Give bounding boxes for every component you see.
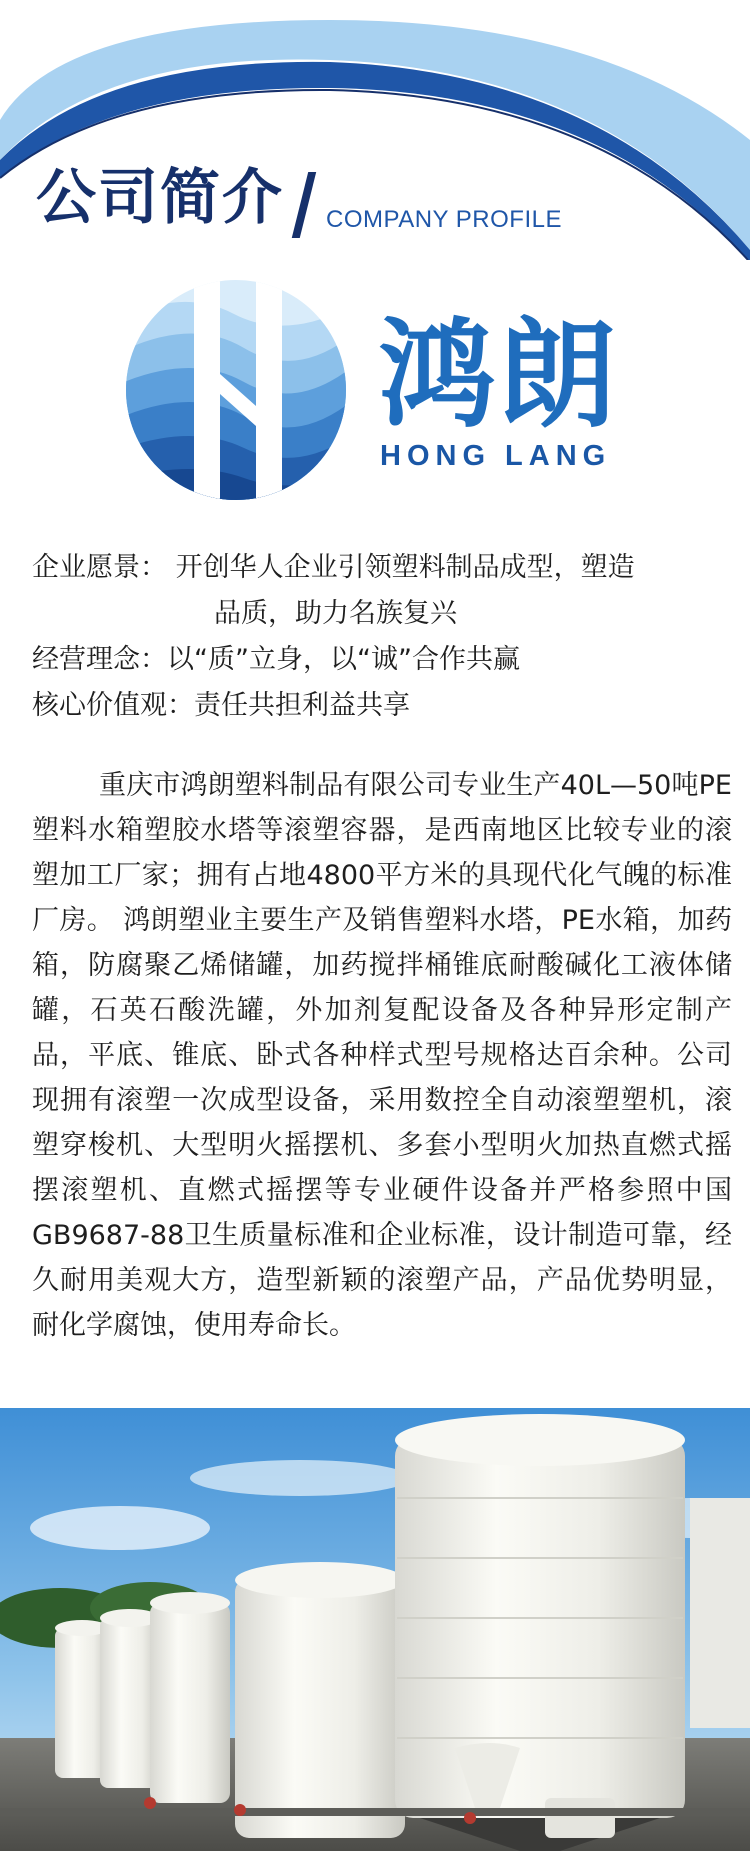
company-intro-paragraph: 重庆市鸿朗塑料制品有限公司专业生产40L—50吨PE塑料水箱塑胶水塔等滚塑容器，是西南地区比较专业的滚塑加工厂家；拥有占地4800平方米的具现代化气魄的标准厂房。 鸿朗塑业主要生产及销售塑料水塔，PE水箱，加药箱，防腐聚乙烯储罐，加药搅拌桶锥底耐酸碱化工液体储罐，石英石酸洗罐，外加剂复配设备及各种异形定制产品，平底、锥底、卧式各种样式型号规格达百余种。公司现拥有滚塑一次成型设备，采用数控全自动滚塑塑机，滚塑穿梭机、大型明火摇摆机、多套小型明火加热直燃式摇摆滚塑机、直燃式摇摆等专业硬件设备并严格参照中国GB9687-88卫生质量标准和企业标准，设计制造可靠，经久耐用美观大方，造型新颖的滚塑产品，产品优势明显，耐化学腐蚀，使用寿命长。: [32, 770, 732, 1341]
page-title: 公司简介: [36, 163, 284, 233]
value-text: 以“质”立身，以“诚”合作共赢: [167, 644, 520, 675]
value-label: 企业愿景：: [32, 552, 167, 583]
value-vision: [32, 545, 732, 637]
value-label: 经营理念：: [32, 644, 167, 675]
value-label: 核心价值观：: [32, 690, 194, 721]
wave-circle-h-icon: [124, 278, 348, 502]
value-text: 开创华人企业引领塑料制品成型，塑造: [175, 552, 635, 583]
company-values: [32, 545, 732, 729]
page-subtitle: COMPANY PROFILE: [326, 206, 562, 233]
value-philosophy: [32, 637, 732, 683]
value-text: 责任共担利益共享: [194, 690, 410, 721]
value-core: [32, 683, 732, 729]
brand-name-en: HONG LANG: [380, 440, 612, 472]
white-plastic-water-tanks-photo: [0, 1408, 750, 1851]
value-text-cont: 品质，助力名族复兴: [214, 598, 457, 629]
brand-name-cn: 鸿朗: [378, 306, 619, 444]
